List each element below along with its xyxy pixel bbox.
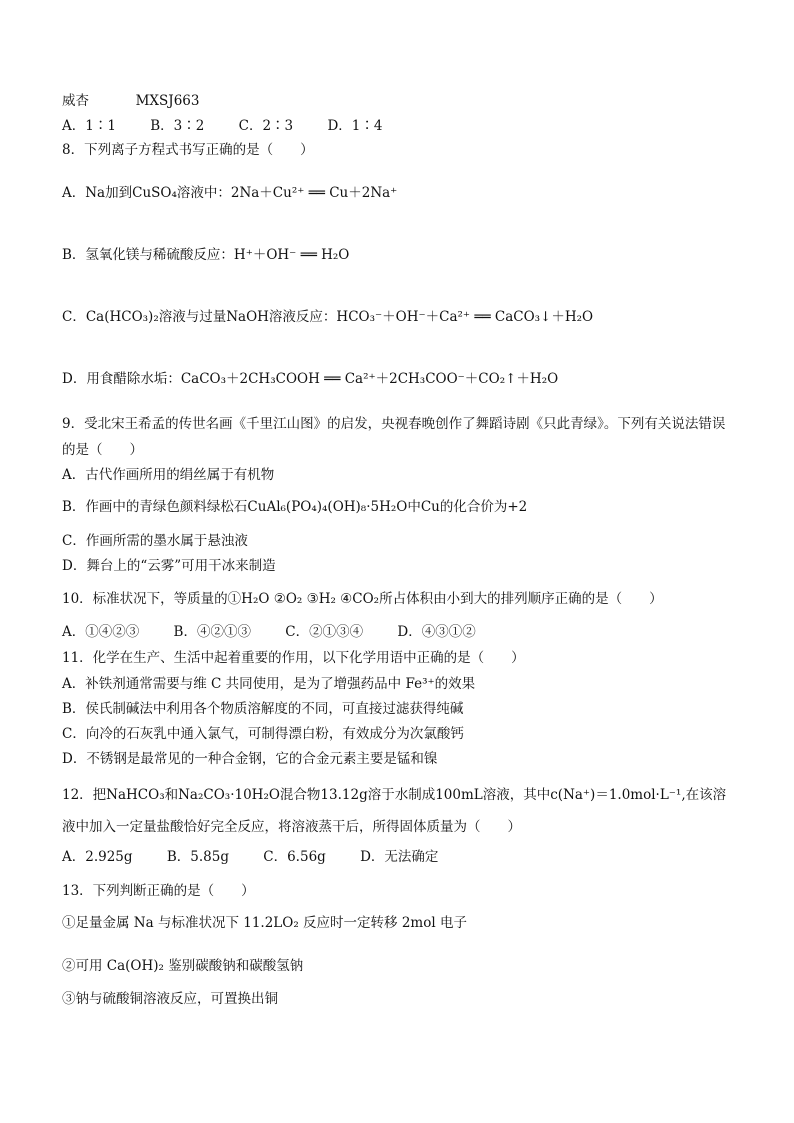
q8-option-c: C．Ca(HCO₃)₂溶液与过量NaOH溶液反应：HCO₃⁻＋OH⁻＋Ca²⁺ ══ CaCO₃↓＋H₂O <box>62 309 594 325</box>
q12-stem: 12．把NaHCO₃和Na₂CO₃·10H₂O混合物13.12g溶于水制成100mL溶液，其中c(Na⁺)＝1.0mol·L⁻¹,在该溶液中加入一定量盐酸恰好完全反应，将溶液蒸干后，所得固体质量为（ ） <box>62 787 727 835</box>
q10-option-b: B．④②①③ <box>173 624 251 640</box>
q11-option-d: D．不锈钢是最常见的一种合金钢，它的合金元素主要是锰和镍 <box>62 751 438 767</box>
q11-option-a: A．补铁剂通常需要与维 C 共同使用，是为了增强药品中 Fe³⁺的效果 <box>62 676 476 692</box>
header-left: 威杏 <box>62 93 89 109</box>
q10-option-d: D．④③①② <box>397 624 476 640</box>
q12-options <box>62 848 438 866</box>
q10-stem: 10．标准状况下，等质量的①H₂O ②O₂ ③H₂ ④CO₂所占体积由小到大的排列顺序正确的是（ ） <box>62 591 663 607</box>
q13-statement-2: ②可用 Ca(OH)₂ 鉴别碳酸钠和碳酸氢钠 <box>62 958 304 974</box>
q7-option-d: D．1∶4 <box>327 118 383 134</box>
q11-option-c: C．向冷的石灰乳中通入氯气，可制得漂白粉，有效成分为次氯酸钙 <box>62 726 464 742</box>
q12-option-d: D．无法确定 <box>360 849 439 865</box>
q11-option-b: B．侯氏制碱法中利用各个物质溶解度的不同，可直接过滤获得纯碱 <box>62 701 464 717</box>
q8-stem: 8．下列离子方程式书写正确的是（ ） <box>62 142 314 158</box>
q8-option-d: D．用食醋除水垢：CaCO₃＋2CH₃COOH ══ Ca²⁺＋2CH₃COO⁻＋CO₂↑＋H₂O <box>62 371 559 387</box>
q7-option-a: A．1∶1 <box>62 118 116 134</box>
q9-option-d: D．舞台上的“云雾”可用干冰来制造 <box>62 558 276 574</box>
q11-stem: 11．化学在生产、生活中起着重要的作用，以下化学用语中正确的是（ ） <box>62 650 525 666</box>
q12-option-c: C．6.56g <box>263 849 326 865</box>
page-header <box>62 92 199 110</box>
q13-statement-1: ①足量金属 Na 与标准状况下 11.2LO₂ 反应时一定转移 2mol 电子 <box>62 915 467 931</box>
q8-option-a: A．Na加到CuSO₄溶液中：2Na＋Cu²⁺ ══ Cu＋2Na⁺ <box>62 185 398 201</box>
q7-options <box>62 117 382 135</box>
header-right: MXSJ663 <box>135 93 200 109</box>
q12-option-a: A．2.925g <box>62 849 133 865</box>
q10-options <box>62 623 476 641</box>
q10-option-c: C．②①③④ <box>285 624 364 640</box>
q7-option-b: B．3∶2 <box>150 118 205 134</box>
q8-option-b: B．氢氧化镁与稀硫酸反应：H⁺＋OH⁻ ══ H₂O <box>62 247 350 263</box>
q9-stem: 9．受北宋王希孟的传世名画《千里江山图》的启发，央视春晚创作了舞蹈诗剧《只此青绿》。下列有关说法错误的是（ ） <box>62 416 726 458</box>
q13-statement-3: ③钠与硫酸铜溶液反应，可置换出铜 <box>62 991 278 1007</box>
q13-stem: 13．下列判断正确的是（ ） <box>62 883 255 899</box>
q9-option-b: B．作画中的青绿色颜料绿松石CuAl₆(PO₄)₄(OH)₈·5H₂O中Cu的化合价为+2 <box>62 499 528 515</box>
q9-option-c: C．作画所需的墨水属于悬浊液 <box>62 533 248 549</box>
q12-option-b: B．5.85g <box>166 849 229 865</box>
q10-option-a: A．①④②③ <box>62 624 140 640</box>
q9-option-a: A．古代作画所用的绢丝属于有机物 <box>62 467 275 483</box>
q7-option-c: C．2∶3 <box>238 118 294 134</box>
